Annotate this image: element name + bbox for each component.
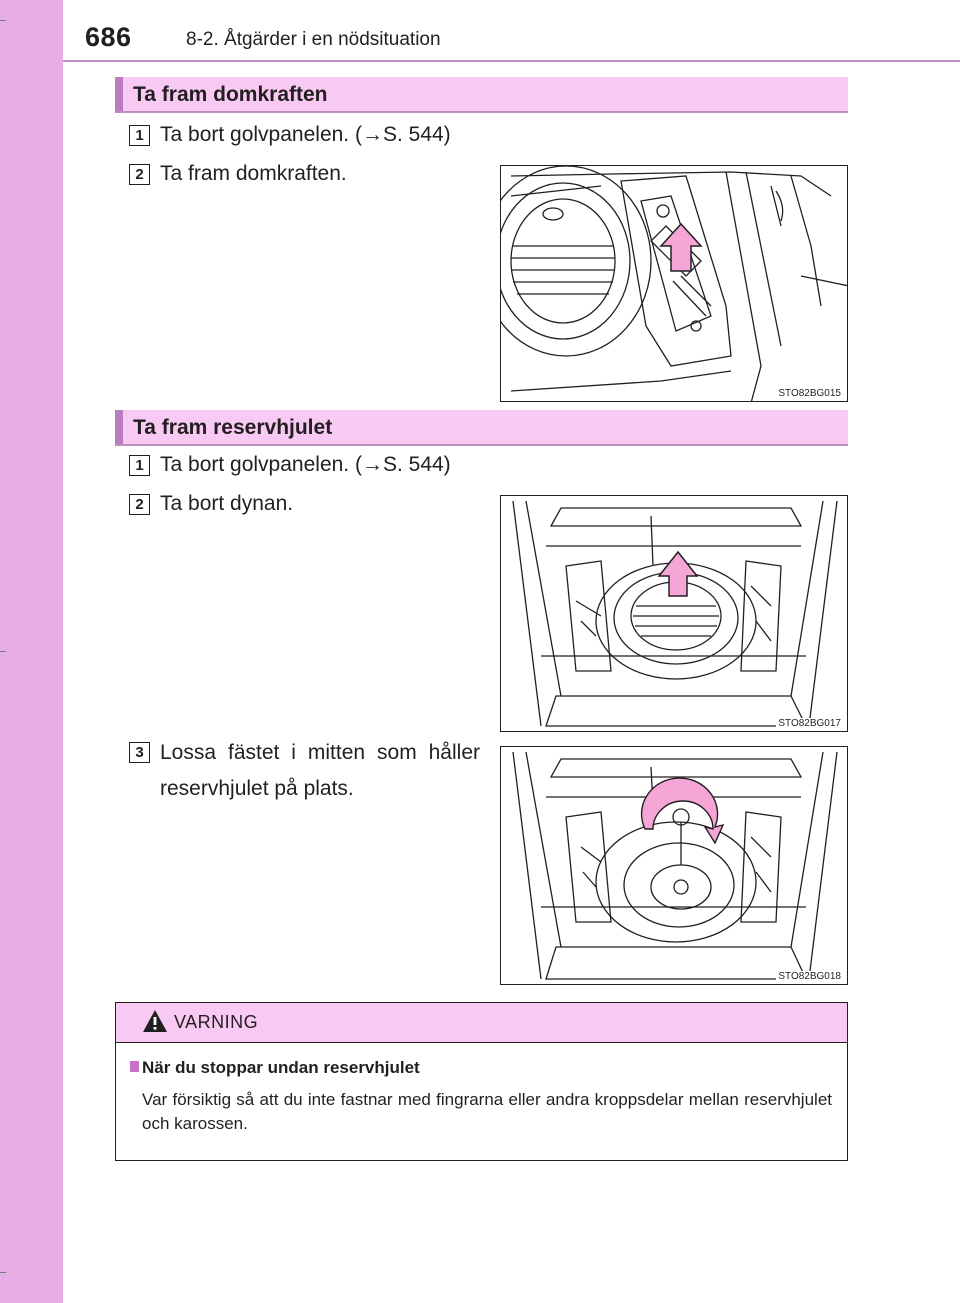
- crop-mark: [0, 20, 6, 21]
- warning-triangle-icon: [142, 1009, 168, 1033]
- warning-body: Var försiktig så att du inte fastnar med fingrarna eller andra kroppsdelar mellan reservhjulet och karossen.: [142, 1090, 832, 1133]
- warning-header: [116, 1003, 847, 1043]
- figure-loosen-fastener: [500, 746, 848, 985]
- step-badge: 1: [129, 125, 150, 146]
- step-text: Ta bort golvpanelen. (→S. 544): [160, 453, 451, 476]
- section-title: Ta fram reservhjulet: [133, 416, 333, 439]
- step-text: Lossa fästet i mitten som håller reservhjulet på plats.: [160, 741, 480, 800]
- heading-accent-bar: [115, 410, 123, 444]
- page-number: 686: [85, 22, 132, 52]
- side-band: [0, 0, 63, 1303]
- crop-mark: [0, 1272, 6, 1273]
- section-heading-spare-wheel: [115, 410, 848, 446]
- figure-jack-removal: [500, 165, 848, 402]
- warning-title: VARNING: [174, 1012, 259, 1032]
- step-badge: 3: [129, 742, 150, 763]
- warning-box: [115, 1002, 848, 1161]
- heading-accent-bar: [115, 77, 123, 111]
- step-text: Ta bort dynan.: [160, 492, 294, 515]
- section-heading-jack: [115, 77, 848, 113]
- crop-mark: [0, 651, 6, 652]
- header-rule: [63, 60, 960, 62]
- figure-code: STO82BG015: [778, 388, 841, 399]
- section-title: Ta fram domkraften: [133, 83, 328, 106]
- figure-code: STO82BG017: [778, 718, 841, 729]
- chapter-title: 8-2. Åtgärder i en nödsituation: [186, 29, 441, 50]
- warning-subheading: När du stoppar undan reservhjulet: [142, 1058, 420, 1077]
- step-badge: 1: [129, 455, 150, 476]
- step-badge: 2: [129, 494, 150, 515]
- figure-remove-cushion: [500, 495, 848, 732]
- step-badge: 2: [129, 164, 150, 185]
- figure-code: STO82BG018: [778, 971, 841, 982]
- bullet-square-icon: [130, 1061, 139, 1072]
- step-text: Ta bort golvpanelen. (→S. 544): [160, 123, 451, 146]
- step-text: Ta fram domkraften.: [160, 162, 347, 185]
